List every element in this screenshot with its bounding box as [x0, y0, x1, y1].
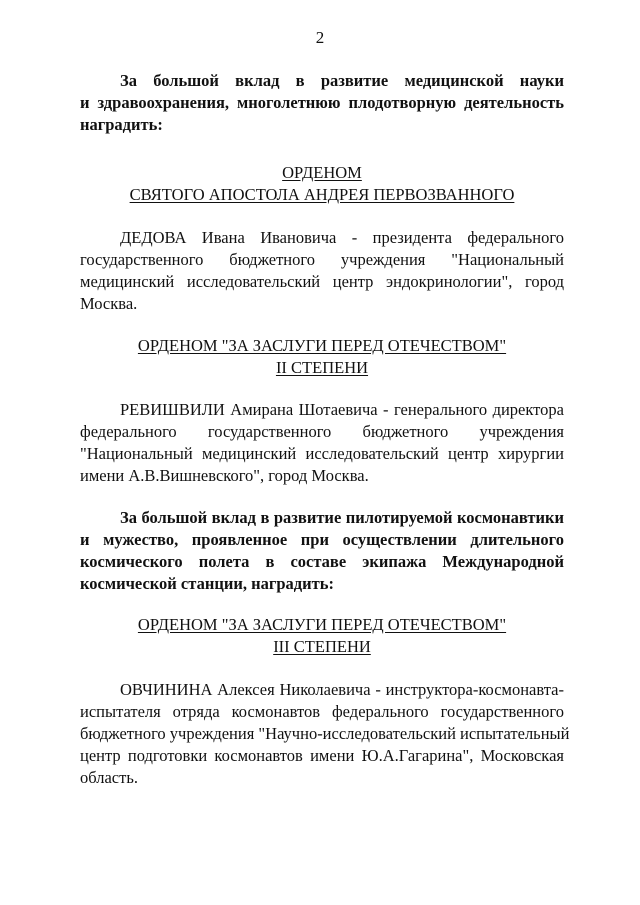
recipient-revishvili	[80, 399, 564, 487]
recipient-line: ДЕДОВА Ивана Ивановича - президента федерального	[120, 228, 564, 247]
intro-line: За большой вклад в развитие медицинской науки	[120, 71, 564, 90]
award-intro-cosmonautics	[80, 507, 564, 595]
order-title-line: III СТЕПЕНИ	[273, 637, 371, 656]
page-number: 2	[315, 28, 325, 47]
order-title-line: ОРДЕНОМ	[282, 163, 362, 182]
recipient-dedov	[80, 227, 564, 315]
recipient-line: имени А.В.Вишневского", город Москва.	[80, 466, 369, 485]
recipient-line: область.	[80, 768, 138, 787]
intro-line: и здравоохранения, многолетнюю плодотворную деятельность	[80, 93, 564, 112]
order-title-line: ОРДЕНОМ "ЗА ЗАСЛУГИ ПЕРЕД ОТЕЧЕСТВОМ"	[137, 336, 507, 355]
order-title-line: ОРДЕНОМ "ЗА ЗАСЛУГИ ПЕРЕД ОТЕЧЕСТВОМ"	[137, 615, 507, 634]
recipient-line: "Национальный медицинский исследовательский центр хирургии	[80, 444, 564, 463]
recipient-line: ОВЧИНИНА Алексея Николаевича - инструктора-космонавта-	[120, 680, 564, 699]
order-title-line: II СТЕПЕНИ	[275, 358, 369, 377]
recipient-line: государственного бюджетного учреждения "Национальный	[80, 250, 564, 269]
recipient-line: центр подготовки космонавтов имени Ю.А.Гагарина", Московская	[80, 746, 564, 765]
recipient-line: медицинский исследовательский центр эндокринологии", город	[80, 272, 564, 291]
award-intro-medicine	[80, 70, 564, 136]
intro-line: космического полета в составе экипажа Международной	[80, 552, 564, 571]
recipient-ovchinin	[80, 679, 570, 789]
order-title-line: СВЯТОГО АПОСТОЛА АНДРЕЯ ПЕРВОЗВАННОГО	[129, 185, 515, 204]
recipient-line: Москва.	[80, 294, 138, 313]
recipient-line: испытателя отряда космонавтов федерального государственного	[80, 702, 564, 721]
intro-line: и мужество, проявленное при осуществлении длительного	[80, 530, 564, 549]
recipient-line: федерального государственного бюджетного учреждения	[80, 422, 564, 441]
order-title-st-andrew	[80, 162, 564, 206]
intro-line: наградить:	[80, 115, 163, 134]
recipient-line: бюджетного учреждения "Научно-исследовательский испытательный	[80, 724, 570, 743]
order-title-merit-3	[80, 614, 564, 658]
recipient-line: РЕВИШВИЛИ Амирана Шотаевича - генерального директора	[120, 400, 564, 419]
intro-line: За большой вклад в развитие пилотируемой космонавтики	[120, 508, 564, 527]
order-title-merit-2	[80, 335, 564, 379]
intro-line: космической станции, наградить:	[80, 574, 334, 593]
